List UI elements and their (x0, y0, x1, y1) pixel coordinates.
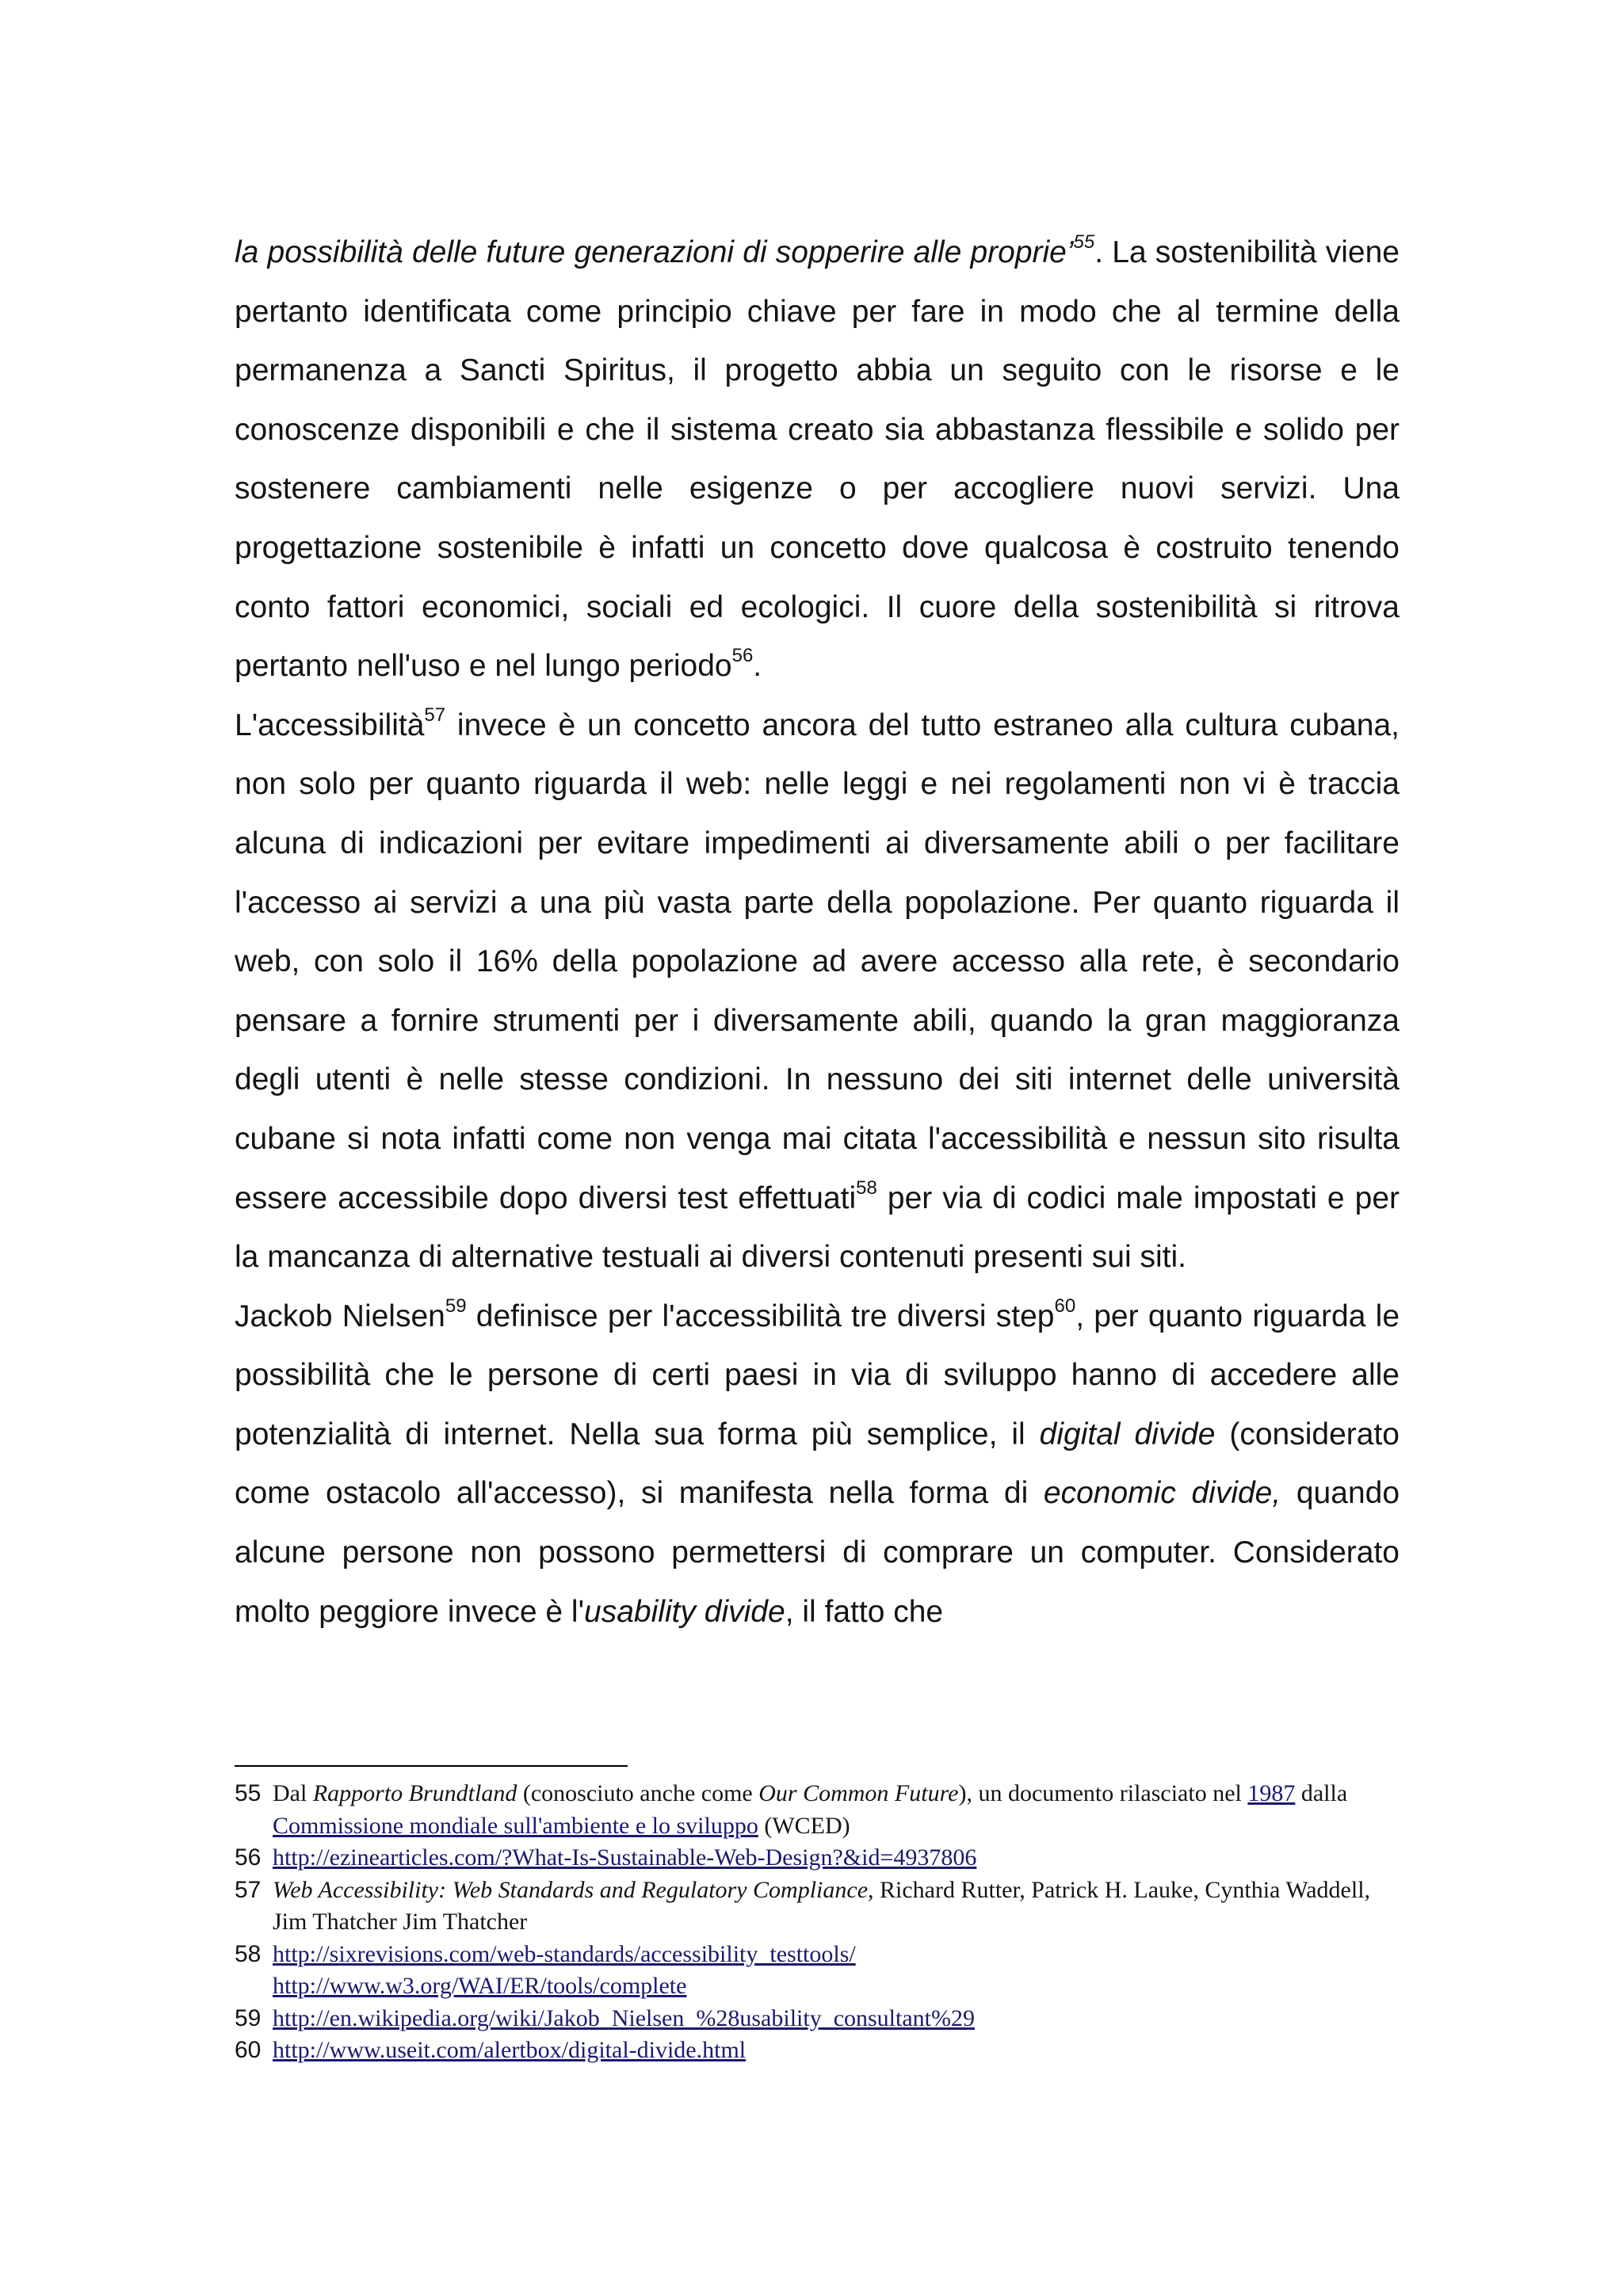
footnote-58 (235, 1939, 1400, 2003)
footnote-59 (235, 2003, 1400, 2035)
footnote-text: Richard Rutter, Patrick H. Lauke, Cynthia Waddell, Jim Thatcher Jim Thatcher (273, 1876, 1371, 1935)
footnote-link[interactable]: http://sixrevisions.com/web-standards/accessibility_testtools/ (273, 1940, 856, 1967)
footnote-link-1987[interactable]: 1987 (1247, 1780, 1296, 1806)
footnote-text: ), un documento rilasciato nel (958, 1780, 1248, 1806)
footnote-ref-55[interactable]: 55 (1073, 231, 1095, 253)
paragraph-text-end: , il fatto che (785, 1594, 944, 1629)
quote-fragment: la possibilità delle future generazioni di sopperire alle proprie’ (235, 235, 1074, 269)
footnote-number: 59 (235, 2004, 262, 2031)
footnote-link[interactable]: http://en.wikipedia.org/wiki/Jakob_Nielsen_%28usability_consultant%29 (273, 2004, 975, 2031)
footnote-link[interactable]: http://ezinearticles.com/?What-Is-Sustainable-Web-Design?&id=4937806 (273, 1844, 977, 1871)
footnote-ref-59[interactable]: 59 (445, 1295, 467, 1317)
footnote-56 (235, 1842, 1400, 1875)
footnote-ref-57[interactable]: 57 (424, 704, 446, 726)
footnote-link-commission[interactable]: Commissione mondiale sull'ambiente e lo sviluppo (273, 1812, 758, 1839)
footnote-ref-60[interactable]: 60 (1054, 1295, 1076, 1317)
footnote-link[interactable]: http://www.w3.org/WAI/ER/tools/complete (273, 1973, 687, 1999)
term-economic-divide: economic divide, (1043, 1476, 1281, 1511)
footnote-57 (235, 1875, 1400, 1939)
paragraph-text: invece è un concetto ancora del tutto estraneo alla cultura cubana, non solo per quanto riguarda il web: nelle leggi e nei regolamenti non vi è traccia alcuna di indicazioni per evitare impedimenti ai diversamente abili o per facilitare l'accesso ai servizi a una più vasta parte della popolazione. Per quanto riguarda il web, con solo il 16% della popolazione ad avere accesso alla rete, è secondario pensare a fornire strumenti per i diversamente abili, quando la gran maggioranza degli utenti è nelle stesse condizioni. In nessuno dei siti internet delle università cubane si nota infatti come non venga mai citata l'accessibilità e nessun sito risulta essere accessibile dopo diversi test effettuati (235, 707, 1400, 1215)
footnote-title: Our Common Future (758, 1780, 959, 1806)
paragraph-text: , per quanto riguarda le possibilità che le persone di certi paesi in via di sviluppo hanno di accedere alle potenzialità di internet. Nella sua forma più semplice, il (235, 1299, 1400, 1451)
footnote-number: 58 (235, 1940, 262, 1967)
paragraph-text-end: . (753, 649, 762, 684)
footnote-number: 57 (235, 1876, 262, 1903)
paragraph-text-end: per via di codici male impostati e per la mancanza di alternative testuali ai diversi contenuti presenti sui siti. (235, 1180, 1400, 1275)
footnote-text: Dal (273, 1780, 313, 1806)
footnote-text: dalla (1295, 1780, 1348, 1806)
term-digital-divide: digital divide (1039, 1417, 1216, 1451)
footnote-number: 55 (235, 1780, 262, 1806)
footnote-ref-58[interactable]: 58 (856, 1177, 877, 1199)
footnote-text: (WCED) (758, 1812, 850, 1839)
footnote-link[interactable]: http://www.useit.com/alertbox/digital-divide.html (273, 2037, 747, 2063)
footnote-text: (conosciuto anche come (517, 1780, 759, 1806)
paragraph-sustainability (235, 223, 1400, 696)
footnote-title: Rapporto Brundtland (312, 1780, 517, 1806)
footnote-separator (235, 1765, 628, 1767)
body-text (235, 223, 1400, 1642)
footnote-number: 60 (235, 2037, 262, 2063)
footnote-ref-56[interactable]: 56 (731, 645, 754, 667)
paragraph-nielsen (235, 1287, 1400, 1642)
footnote-number: 56 (235, 1844, 262, 1871)
paragraph-text: (considerato come ostacolo all'accesso), si manifesta nella forma di (235, 1417, 1400, 1511)
paragraph-text: . La sostenibilità viene pertanto identificata come principio chiave per fare in modo che al termine della permanenza a Sancti Spiritus, il progetto abbia un seguito con le risorse e le conoscenze disponibili e che il sistema creato sia abbastanza flessibile e solido per sostenere cambiamenti nelle esigenze o per accogliere nuovi servizi. Una progettazione sostenibile è infatti un concetto dove qualcosa è costruito tenendo conto fattori economici, sociali ed ecologici. Il cuore della sostenibilità si ritrova pertanto nell'uso e nel lungo periodo (235, 235, 1400, 684)
footnote-55 (235, 1778, 1400, 1842)
paragraph-text: Jackob Nielsen (235, 1299, 445, 1333)
footnotes (235, 1778, 1400, 2067)
term-usability-divide: usability divide (584, 1594, 785, 1629)
footnote-60 (235, 2035, 1400, 2067)
paragraph-text: quando alcune persone non possono permettersi di comprare un computer. Considerato molto peggiore invece è l' (235, 1476, 1400, 1629)
paragraph-text: definisce per l'accessibilità tre diversi step (466, 1299, 1055, 1333)
footnote-title: Web Accessibility: Web Standards and Regulatory Compliance, (273, 1876, 874, 1903)
paragraph-accessibility (235, 696, 1400, 1287)
paragraph-text: L'accessibilità (235, 707, 425, 742)
